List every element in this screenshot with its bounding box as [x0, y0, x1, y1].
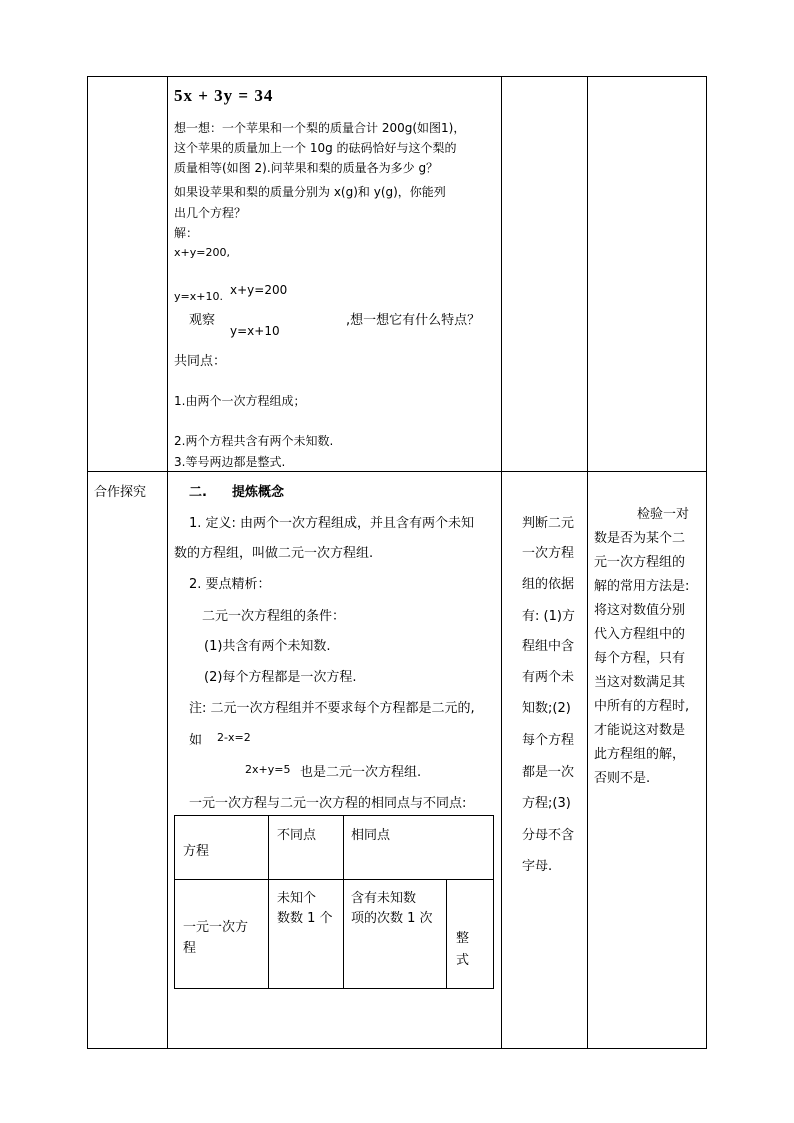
common-point-item: 2.两个方程共含有两个未知数. [174, 434, 334, 448]
think-line: 质量相等(如图 2).问苹果和梨的质量各为多少 g？ [174, 161, 439, 175]
table-col-divider-1 [167, 76, 168, 1049]
notes-line: 检验一对 [637, 507, 690, 522]
table-cell: 未知个 [277, 891, 317, 906]
inner-table-border [343, 815, 344, 989]
table-cell: 含有未知数 [351, 891, 417, 906]
notes-line: 元一次方程组的 [594, 555, 686, 570]
notes-line: 否则不是. [594, 771, 651, 786]
equation-2: y=x+10. [174, 290, 223, 303]
table-cell: 一元一次方 [183, 920, 249, 935]
section-title: 提炼概念 [232, 485, 285, 500]
example-prefix: 如 [189, 733, 203, 748]
notes-line: 都是一次 [522, 765, 575, 780]
notes-line: 才能说这对数是 [594, 723, 686, 738]
notes-line: 有: (1)方 [522, 609, 575, 624]
table-border-right [706, 76, 707, 1049]
table-border-left [87, 76, 88, 1049]
notes-line: 代入方程组中的 [594, 627, 686, 642]
notes-line: 有两个未 [522, 670, 575, 685]
observe-question: ,想一想它有什么特点？ [346, 313, 481, 328]
definition-line: 数的方程组，叫做二元一次方程组. [174, 546, 374, 561]
notes-line: 解的常用方法是: [594, 579, 690, 594]
system-equation-1: x+y=200 [230, 283, 288, 297]
observe-label: 观察 [189, 313, 216, 328]
notes-line: 方程;(3) [522, 796, 571, 811]
notes-line: 此方程组的解， [594, 747, 686, 762]
example-equation-1: 2-x=2 [217, 731, 251, 744]
key-points-title: 2. 要点精析： [189, 577, 271, 592]
think-line: 出几个方程？ [174, 206, 247, 220]
table-cell: 整 [456, 931, 470, 946]
notes-line: 每个方程 [522, 733, 575, 748]
notes-line: 中所有的方程时, [594, 699, 690, 714]
solution-label: 解： [174, 226, 199, 240]
equation-1: x+y=200, [174, 246, 230, 259]
table-row-divider [87, 471, 707, 472]
header-cell: 方程 [183, 844, 210, 859]
think-line: 这个苹果的质量加上一个 10g 的砝码恰好与这个梨的 [174, 141, 457, 155]
think-line: 如果设苹果和梨的质量分别为 x(g)和 y(g)，你能列 [174, 185, 446, 199]
table-cell: 式 [456, 953, 470, 968]
table-col-divider-3 [587, 76, 588, 1049]
common-points-title: 共同点： [174, 354, 227, 369]
section-number: 二. [189, 485, 207, 500]
comparison-title: 一元一次方程与二元一次方程的相同点与不同点: [189, 796, 467, 811]
think-line: 想一想：一个苹果和一个梨的质量合计 200g(如图1)， [174, 121, 466, 135]
notes-line: 知数;(2) [522, 701, 571, 716]
example-equation-2: 2x+y=5 [245, 763, 291, 776]
table-cell: 数数 1 个 [277, 911, 333, 926]
notes-line: 一次方程 [522, 546, 575, 561]
header-cell: 不同点 [277, 828, 317, 843]
table-col-divider-2 [501, 76, 502, 1049]
notes-line: 判断二元 [522, 516, 575, 531]
example-suffix: 也是二元一次方程组. [300, 765, 422, 780]
conditions-title: 二元一次方程组的条件： [202, 609, 346, 624]
notes-line: 将这对数值分别 [594, 603, 686, 618]
common-point-item: 3.等号两边都是整式. [174, 455, 286, 469]
definition-line: 1. 定义: 由两个一次方程组成，并且含有两个未知 [189, 516, 475, 531]
inner-table-border [174, 815, 175, 989]
notes-line: 组的依据 [522, 577, 575, 592]
inner-table-border [268, 815, 269, 989]
header-cell: 相同点 [351, 828, 391, 843]
note-line: 注: 二元一次方程组并不要求每个方程都是二元的, [189, 701, 475, 716]
table-border-top [87, 76, 707, 77]
table-cell: 项的次数 1 次 [351, 911, 433, 926]
notes-line: 字母. [522, 859, 553, 874]
equation-heading: 5x + 3y = 34 [174, 86, 274, 105]
table-border-bottom [87, 1048, 707, 1049]
inner-table-border [493, 815, 494, 989]
system-equation-2: y=x+10 [230, 324, 280, 338]
condition-2: (2)每个方程都是一次方程. [204, 670, 357, 685]
inner-table-border [174, 815, 494, 816]
notes-line: 每个方程，只有 [594, 651, 686, 666]
notes-line: 当这对数满足其 [594, 675, 686, 690]
condition-1: (1)共含有两个未知数. [204, 639, 331, 654]
section-label: 合作探究 [94, 485, 147, 500]
notes-line: 程组中含 [522, 639, 575, 654]
common-point-item: 1.由两个一次方程组成； [174, 394, 306, 408]
notes-line: 分母不含 [522, 828, 575, 843]
notes-line: 数是否为某个二 [594, 531, 686, 546]
inner-table-border [446, 879, 447, 989]
table-cell: 程 [183, 941, 197, 956]
